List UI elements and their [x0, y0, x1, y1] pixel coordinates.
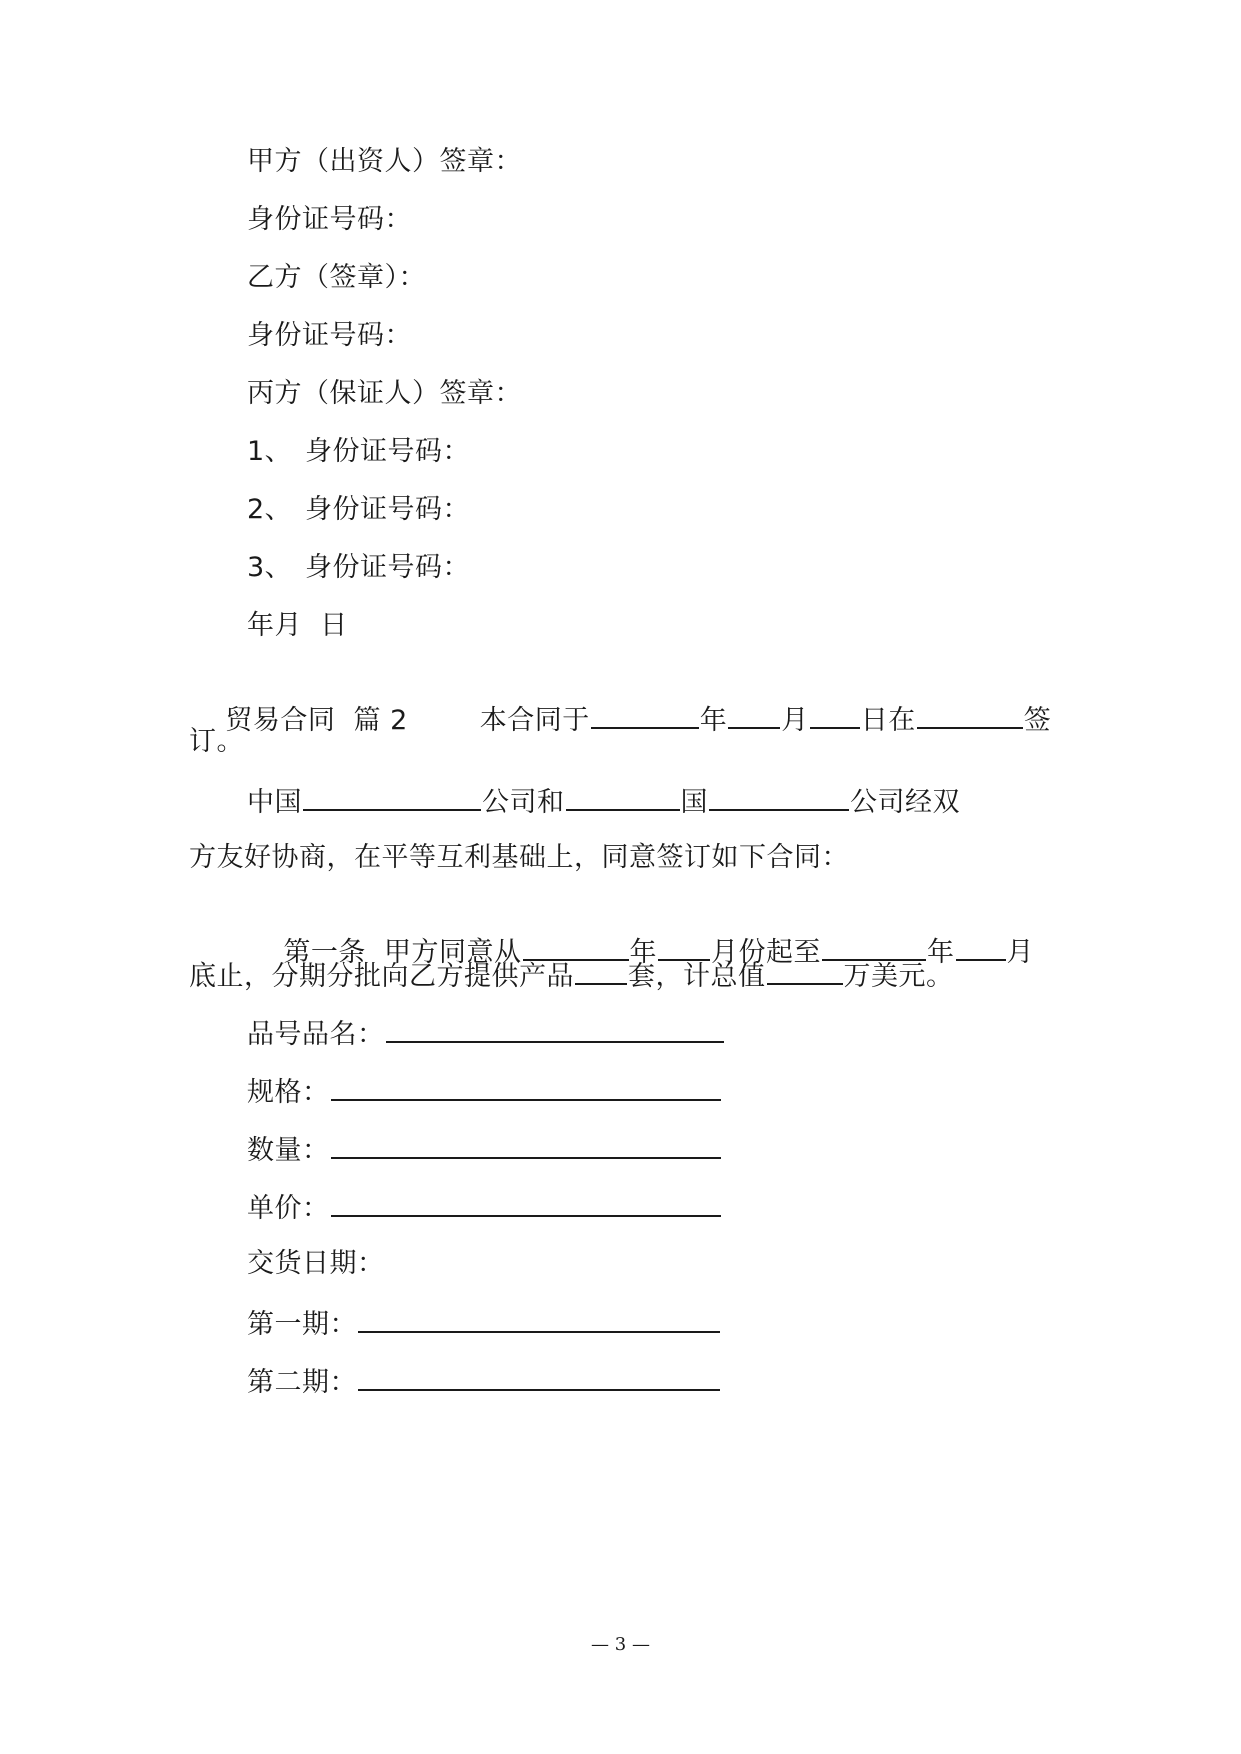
guarantor-3 — [247, 551, 470, 585]
guarantor-3-number: 3、 — [247, 552, 293, 583]
delivery-date-label: 交货日期： — [247, 1248, 385, 1279]
signature-date: 年月 日 — [247, 610, 348, 641]
party-b-id: 身份证号码： — [247, 320, 412, 351]
page-number: — 3 — — [591, 1634, 650, 1655]
spec-label: 规格： — [247, 1077, 330, 1108]
parties-continuation: 方友好协商，在平等互利基础上，同意签订如下合同： — [189, 842, 849, 873]
intro-text-3: 月 — [781, 705, 809, 736]
day-blank — [810, 701, 860, 729]
guarantor-2 — [247, 493, 470, 527]
article-1-text-5: 月 — [1006, 937, 1035, 968]
phase-1-field — [247, 1305, 721, 1342]
intro-text-4: 日在 — [860, 705, 916, 736]
total-value-blank — [767, 957, 843, 985]
spec-field — [247, 1073, 722, 1110]
article-1-text-1: 第一条 甲方同意从 — [283, 937, 522, 968]
item-name-label: 品号品名： — [247, 1019, 385, 1050]
party-a-signature: 甲方（出资人）签章： — [247, 146, 522, 177]
unit-price-label: 单价： — [247, 1193, 330, 1224]
quantity-blank — [331, 1131, 721, 1159]
article-1-text-4: 年 — [927, 937, 955, 968]
month-blank — [728, 701, 780, 729]
unit-price-field — [247, 1189, 722, 1226]
guarantor-3-id-label: 身份证号码： — [305, 552, 470, 583]
party-c-signature: 丙方（保证人）签章： — [247, 378, 522, 409]
phase-2-field — [247, 1363, 721, 1400]
parties-text-1: 中国 — [247, 787, 302, 818]
article-1-text-7: 套，计总值 — [628, 961, 766, 992]
article-1-text-6: 底止，分期分批向乙方提供产品 — [189, 961, 574, 992]
china-company-blank — [303, 783, 481, 811]
guarantor-1 — [247, 435, 470, 469]
guarantor-2-id-label: 身份证号码： — [305, 494, 470, 525]
place-blank — [917, 701, 1023, 729]
unit-price-blank — [331, 1189, 721, 1217]
contract-heading: 贸易合同 篇 2 — [225, 705, 408, 736]
party-a-id: 身份证号码： — [247, 204, 412, 235]
intro-continuation: 订。 — [189, 726, 244, 757]
spec-blank — [331, 1073, 721, 1101]
item-name-field — [247, 1015, 725, 1052]
article-1-text-3: 月份起至 — [711, 937, 822, 968]
guarantor-1-id-label: 身份证号码： — [305, 436, 470, 467]
article-1-text-8: 万美元。 — [843, 961, 954, 992]
parties-line — [247, 783, 960, 820]
intro-text-2: 年 — [699, 705, 728, 736]
sets-blank — [575, 957, 627, 985]
parties-text-4: 公司经双 — [850, 787, 960, 818]
item-name-blank — [386, 1015, 724, 1043]
year-blank — [591, 701, 699, 729]
phase-1-label: 第一期： — [247, 1309, 357, 1340]
end-month-blank — [956, 933, 1006, 961]
intro-text-1: 本合同于 — [479, 705, 590, 736]
foreign-company-blank — [709, 783, 849, 811]
article-1-continuation — [189, 957, 954, 994]
guarantor-2-number: 2、 — [247, 494, 293, 525]
parties-text-3: 国 — [680, 787, 708, 818]
quantity-label: 数量： — [247, 1135, 330, 1166]
party-b-signature: 乙方（签章）： — [247, 262, 426, 293]
phase-1-blank — [358, 1305, 720, 1333]
parties-text-2: 公司和 — [482, 787, 565, 818]
intro-text-5: 签 — [1023, 705, 1052, 736]
article-1-text-2: 年 — [629, 937, 658, 968]
contract-intro-line — [189, 667, 1051, 772]
quantity-field — [247, 1131, 722, 1168]
country-blank — [566, 783, 680, 811]
phase-2-blank — [358, 1363, 720, 1391]
phase-2-label: 第二期： — [247, 1367, 357, 1398]
guarantor-1-number: 1、 — [247, 436, 293, 467]
